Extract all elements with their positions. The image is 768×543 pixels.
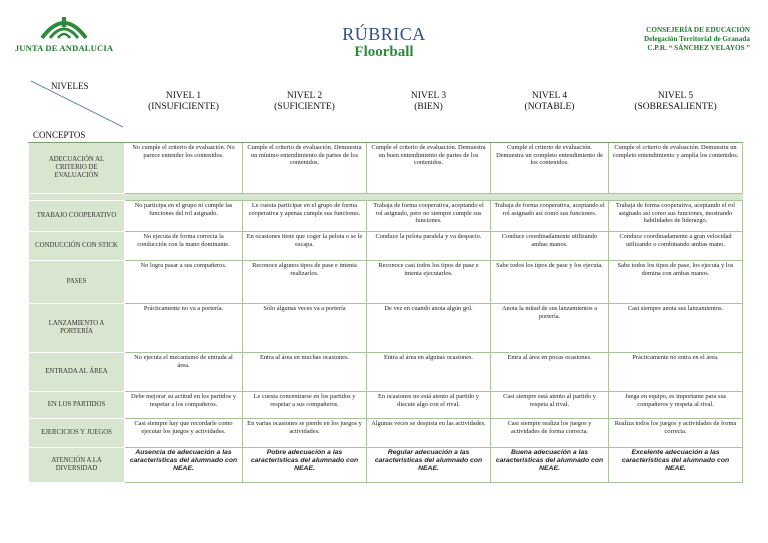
rubric-cell: Cumple el criterio de evaluación. Demuestra un mínimo entendimiento de partes de los contenidos. xyxy=(243,143,367,194)
rubric-cell: Casi siempre está atento al partido y respeta al rival. xyxy=(491,392,609,419)
institution-line: CONSEJERÍA DE EDUCACIÓN xyxy=(646,26,750,34)
rubric-cell: Buena adecuación a las características del alumnado con NEAE. xyxy=(491,448,609,483)
rubric-cell: Sólo algunas veces va a portería xyxy=(243,304,367,353)
junta-emblem-icon xyxy=(36,14,92,42)
rubric-cell: Sabe todos los tipos de pase y los ejecuta. xyxy=(491,261,609,304)
institution-line: Delegación Territorial de Granada xyxy=(643,35,750,43)
rubric-cell: No ejecuta de forma correcta la conducción con la mano dominante. xyxy=(125,232,243,261)
rubric-cell: Realiza todos los juegos y actividades de forma correcta. xyxy=(609,419,743,448)
page-subtitle: Floorball xyxy=(354,44,414,60)
rubric-cell: Reconoce casi todos los tipos de pase e intenta ejecutarlos. xyxy=(367,261,491,304)
concept-label: CONDUCCIÓN CON STICK xyxy=(29,232,125,261)
institution-line: C.P.R. “ SÁNCHEZ VELAYOS ” xyxy=(647,44,750,52)
rubric-cell: Cumple el criterio de evaluación. Demuestra un buen entendimiento de partes de los contenidos. xyxy=(367,143,491,194)
rubric-cell: Debe mejorar su actitud en los partidos y respetar a los compañeros. xyxy=(125,392,243,419)
table-header-row xyxy=(29,79,743,143)
rubric-cell: Conduce la pelota paralela y va despacio. xyxy=(367,232,491,261)
rubric-cell: Trabaja de forma cooperativa, aceptando el rol asignado, pero no siempre cumple sus funciones. xyxy=(367,201,491,232)
rubric-cell: Casi siempre realiza los juegos y actividades de forma correcta. xyxy=(491,419,609,448)
rubric-cell: Entra al área en algunas ocasiones. xyxy=(367,353,491,392)
table-row xyxy=(29,232,743,261)
concept-label: ATENCIÓN A LA DIVERSIDAD xyxy=(29,448,125,483)
concept-label: EN LOS PARTIDOS xyxy=(29,392,125,419)
rubric-cell: No participa en el grupo ni cumple las funciones del rol asignado. xyxy=(125,201,243,232)
rubric-cell: Pobre adecuación a las características del alumnado con NEAE. xyxy=(243,448,367,483)
rubric-cell: Trabaja de forma cooperativa, aceptando el rol asignado así como sus funciones, mostrando habilidades de liderazgo. xyxy=(609,201,743,232)
table-row xyxy=(29,143,743,194)
concept-label: EJERCICIOS Y JUEGOS xyxy=(29,419,125,448)
rubric-cell: Le cuesta concentrarse en los partidos y respetar a sus compañeros. xyxy=(243,392,367,419)
rubric-cell: En ocasiones no está atento al partido y discute algo con el rival. xyxy=(367,392,491,419)
logo-text: JUNTA DE ANDALUCIA xyxy=(14,43,114,53)
level-header: NIVEL 3 (BIEN) xyxy=(367,79,491,143)
level-header: NIVEL 1 (INSUFICIENTE) xyxy=(125,79,243,143)
table-row xyxy=(29,392,743,419)
concept-label: TRABAJO COOPERATIVO xyxy=(29,201,125,232)
rubric-cell: Trabaja de forma cooperativa, aceptando el rol asignado así como sus funciones. xyxy=(491,201,609,232)
table-row xyxy=(29,261,743,304)
row-spacer xyxy=(29,194,743,201)
table-row xyxy=(29,448,743,483)
rubric-cell: Prácticamente no entra en el área. xyxy=(609,353,743,392)
rubric-cell: Algunas veces se despista en las actividades. xyxy=(367,419,491,448)
corner-cell xyxy=(29,79,125,143)
rubric-cell: Ausencia de adecuación a las características del alumnado con NEAE. xyxy=(125,448,243,483)
concept-label: ADECUACIÓN AL CRITERIO DE EVALUACIÓN xyxy=(29,143,125,194)
page-title: RÚBRICA xyxy=(342,24,426,44)
level-header: NIVEL 2 (SUFICIENTE) xyxy=(243,79,367,143)
rubric-cell: No cumple el criterio de evaluación. No parece entender los contenidos. xyxy=(125,143,243,194)
rubric-cell: Excelente adecuación a las características del alumnado con NEAE. xyxy=(609,448,743,483)
rubric-cell: Cumple el criterio de evaluación. Demuestra un completo entendimiento de los contenidos. xyxy=(491,143,609,194)
rubric-cell: Conduce coordinadamente a gran velocidad utilizando o combinando ambas mano. xyxy=(609,232,743,261)
rubric-cell: De vez en cuando anota algún gol. xyxy=(367,304,491,353)
rubric-cell: Reconoce algunos tipos de pase e intenta realizarlos. xyxy=(243,261,367,304)
rubric-cell: No logra pasar a sus compañeros. xyxy=(125,261,243,304)
rubric-cell: Prácticamente no va a portería. xyxy=(125,304,243,353)
rubric-cell: En varias ocasiones se pierde en los juegos y actividades. xyxy=(243,419,367,448)
concept-label: LANZAMIENTO A PORTERÍA xyxy=(29,304,125,353)
junta-logo xyxy=(14,14,114,58)
rubric-cell: Cumple el criterio de evaluación. Demuestra un completo entendimiento y amplía los contenidos. xyxy=(609,143,743,194)
rubric-cell: Entra al área en muchas ocasiones. xyxy=(243,353,367,392)
institution-block xyxy=(590,26,750,53)
rubric-cell: No ejecuta el mecanismo de entrada al área. xyxy=(125,353,243,392)
rubric-table xyxy=(28,78,743,483)
rubric-cell: Regular adecuación a las características del alumnado con NEAE. xyxy=(367,448,491,483)
rubric-cell: Juega en equipo, es importante para sus compañeros y respeta al rival. xyxy=(609,392,743,419)
level-header: NIVEL 5 (SOBRESALIENTE) xyxy=(609,79,743,143)
rubric-cell: Anota la mitad de sus lanzamientos a portería. xyxy=(491,304,609,353)
table-row xyxy=(29,201,743,232)
rubric-cell: Conduce coordinadamente utilizando ambas manos. xyxy=(491,232,609,261)
concept-label: ENTRADA AL ÁREA xyxy=(29,353,125,392)
rubric-cell: Entra al área en pocas ocasiones. xyxy=(491,353,609,392)
table-row xyxy=(29,419,743,448)
rubric-cell: Sabe todos los tipos de pase, los ejecuta y los domina con ambas manos. xyxy=(609,261,743,304)
rubric-cell: Le cuesta participar en el grupo de forma cooperativa y apenas cumple sus funciones. xyxy=(243,201,367,232)
rubric-cell: Casi siempre anota sus lanzamientos. xyxy=(609,304,743,353)
rubric-cell: En ocasiones tiene que coger la pelota o se le escapa. xyxy=(243,232,367,261)
table-row xyxy=(29,304,743,353)
label-conceptos: CONCEPTOS xyxy=(33,130,86,140)
level-header: NIVEL 4 (NOTABLE) xyxy=(491,79,609,143)
rubric-cell: Casi siempre hay que recordarle como ejecutar los juegos y actividades. xyxy=(125,419,243,448)
table-row xyxy=(29,353,743,392)
concept-label: PASES xyxy=(29,261,125,304)
label-niveles: NIVELES xyxy=(51,81,89,91)
